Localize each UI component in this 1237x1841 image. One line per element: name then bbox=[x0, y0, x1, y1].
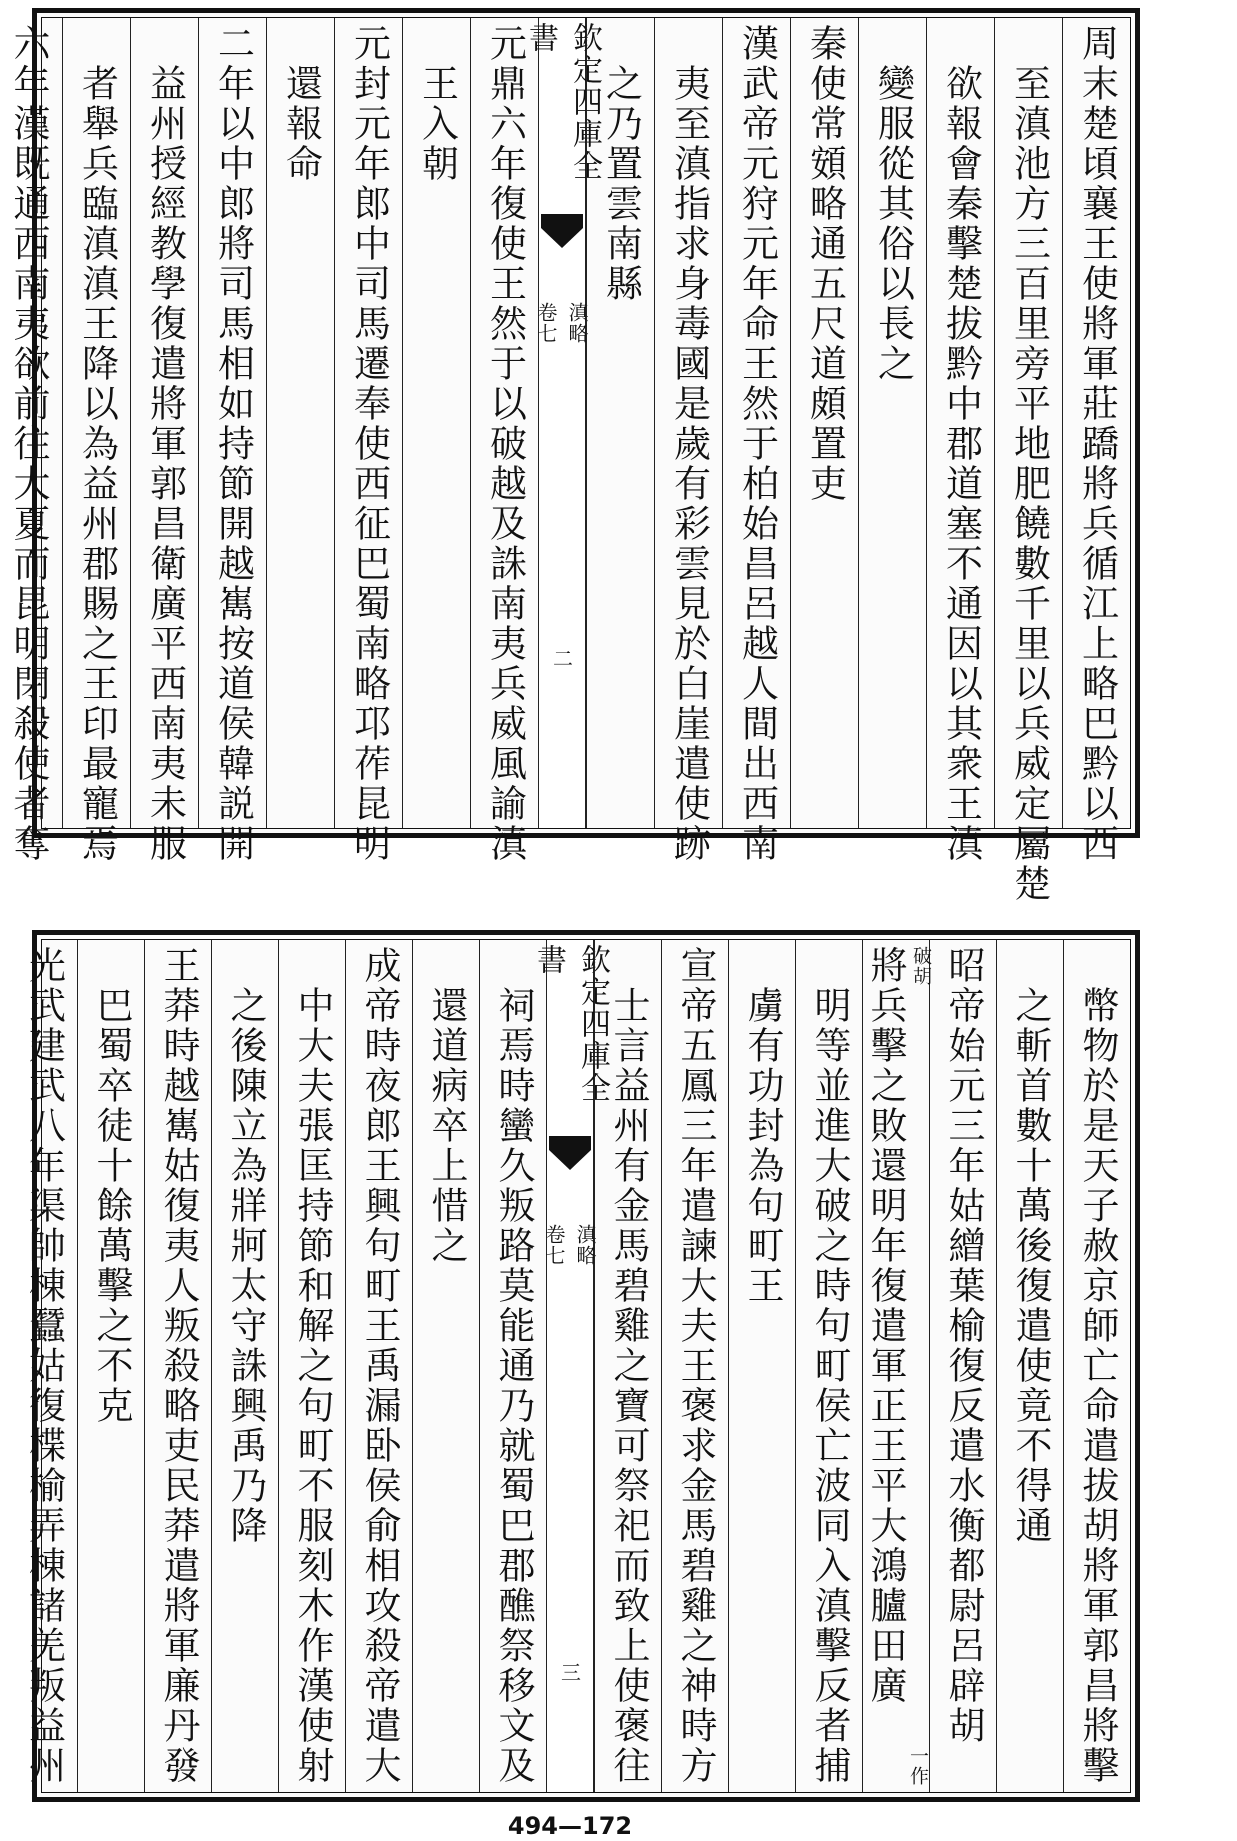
book-title: 欽定四庫全書 bbox=[531, 944, 610, 1104]
column-text: 秦使常頞略通五尺道頗置吏 bbox=[803, 24, 847, 504]
text-column bbox=[862, 940, 932, 1792]
text-column bbox=[926, 18, 994, 864]
text-column bbox=[654, 18, 722, 864]
column-text: 明等並進大破之時句町侯亡波同入滇擊反者捕 bbox=[808, 986, 851, 1786]
leaf-number: 三 bbox=[557, 1662, 582, 1682]
text-column bbox=[0, 18, 62, 864]
column-text: 變服從其俗以長之 bbox=[871, 64, 915, 384]
fish-tail-ornament-icon bbox=[541, 214, 583, 250]
volume-label: 卷七 bbox=[534, 302, 558, 344]
column-text: 幣物於是天子赦京師亡命遣拔胡將軍郭昌將擊 bbox=[1076, 986, 1119, 1786]
text-column bbox=[211, 940, 278, 1792]
column-text: 者舉兵臨滇滇王降以為益州郡賜之王印最寵焉 bbox=[75, 64, 119, 864]
section-label bbox=[540, 1224, 600, 1266]
text-column bbox=[470, 18, 538, 864]
text-column bbox=[62, 18, 130, 864]
text-column bbox=[661, 940, 728, 1792]
text-column bbox=[198, 18, 266, 864]
page-leaf-3 bbox=[22, 930, 1140, 1802]
column-text: 之乃置雲南縣 bbox=[599, 64, 643, 304]
text-column bbox=[412, 940, 479, 1792]
column-text: 中大夫張匡持節和解之句町不服刻木作漢使射 bbox=[291, 986, 334, 1786]
column-text: 王莽時越嶲姑復夷人叛殺略吏民莽遣將軍廉丹發 bbox=[157, 946, 200, 1786]
text-column bbox=[858, 18, 926, 828]
text-column bbox=[1062, 18, 1130, 864]
column-text: 光武建武八年渠帥棟蠶姑復楪榆弄棟諸羌叛益州 bbox=[22, 946, 66, 1786]
column-text: 漢武帝元狩元年命王然于柏始昌呂越人間出西南 bbox=[735, 24, 779, 864]
text-column bbox=[334, 18, 402, 864]
text-column bbox=[402, 18, 470, 828]
section-title: 滇略 bbox=[573, 1224, 597, 1266]
text-column bbox=[1063, 940, 1130, 1792]
column-text: 元鼎六年復使王然于以破越及誅南夷兵威風諭滇 bbox=[483, 24, 527, 864]
text-frame bbox=[7, 17, 1131, 904]
column-text: 欲報會秦擊楚拔黔中郡道塞不通因以其衆王滇 bbox=[939, 64, 983, 864]
column-text: 巴蜀卒徒十餘萬擊之不克 bbox=[90, 986, 133, 1426]
text-column bbox=[144, 940, 211, 1792]
text-column bbox=[594, 940, 661, 1792]
page-code: 494—172 bbox=[507, 1812, 633, 1840]
column-text: 夷至滇指求身毒國是歲有彩雲見於白崖遣使跡 bbox=[667, 64, 711, 864]
interlinear-note: 一作 bbox=[907, 1746, 929, 1786]
text-column bbox=[479, 940, 546, 1792]
column-text: 將兵擊之敗還明年復遣軍正王平大鴻臚田廣 bbox=[864, 946, 907, 1706]
text-column bbox=[266, 18, 334, 828]
interlinear-note: 破胡 bbox=[910, 946, 932, 986]
text-column bbox=[790, 18, 858, 828]
column-text: 至滇池方三百里旁平地肥饒數千里以兵威定屬楚 bbox=[1007, 64, 1051, 904]
column-text: 成帝時夜郎王興句町王禹漏卧侯俞相攻殺帝遣大 bbox=[358, 946, 401, 1786]
center-fold-column bbox=[531, 940, 610, 1792]
column-text: 元封元年郎中司馬遷奉使西征巴蜀南略邛莋昆明 bbox=[347, 24, 391, 864]
column-text: 六年漢既通西南夷欲前往大夏而昆明閉殺使者奪 bbox=[7, 24, 50, 864]
section-title: 滇略 bbox=[565, 302, 589, 344]
column-text: 周末楚頃襄王使將軍莊蹻將兵循江上略巴黔以西 bbox=[1075, 24, 1119, 864]
text-column bbox=[929, 940, 996, 1792]
column-text: 昭帝始元三年姑繒葉榆復反遣水衡都尉呂辟胡 bbox=[942, 946, 985, 1746]
text-column bbox=[10, 940, 77, 1792]
column-text: 二年以中郎將司馬相如持節開越嶲按道侯韓説開 bbox=[211, 24, 255, 864]
column-text: 宣帝五鳳三年遣諫大夫王褒求金馬碧雞之神時方 bbox=[674, 946, 717, 1786]
section-label bbox=[532, 302, 592, 344]
text-column bbox=[728, 940, 795, 1792]
text-column bbox=[278, 940, 345, 1792]
text-column bbox=[994, 18, 1062, 904]
book-title: 欽定四庫全書 bbox=[523, 22, 602, 182]
column-text: 益州授經教學復遣將軍郭昌衛廣平西南夷未服 bbox=[143, 64, 187, 864]
text-column bbox=[130, 18, 198, 864]
text-column bbox=[795, 940, 862, 1792]
column-text: 祠焉時蠻久叛路莫能通乃就蜀巴郡醮祭移文及 bbox=[492, 986, 535, 1786]
text-frame bbox=[22, 939, 1131, 1793]
column-text: 虜有功封為句町王 bbox=[741, 986, 784, 1306]
text-column bbox=[996, 940, 1063, 1792]
page-leaf-2 bbox=[7, 8, 1140, 904]
column-text: 還道病卒上惜之 bbox=[425, 986, 468, 1266]
column-text: 之後陳立為牂牁太守誅興禹乃降 bbox=[224, 986, 267, 1546]
text-column bbox=[722, 18, 790, 864]
center-fold-column bbox=[523, 18, 602, 828]
volume-label: 卷七 bbox=[542, 1224, 566, 1266]
leaf-number: 二 bbox=[549, 648, 574, 668]
column-text: 士言益州有金馬碧雞之寶可祭祀而致上使褒往 bbox=[607, 986, 650, 1786]
fish-tail-ornament-icon bbox=[549, 1136, 591, 1172]
text-column bbox=[586, 18, 654, 828]
text-column bbox=[345, 940, 412, 1792]
column-text: 王入朝 bbox=[415, 64, 459, 184]
text-column bbox=[77, 940, 144, 1792]
column-text: 還報命 bbox=[279, 64, 323, 184]
column-text: 之斬首數十萬後復遣使竟不得通 bbox=[1009, 986, 1052, 1546]
